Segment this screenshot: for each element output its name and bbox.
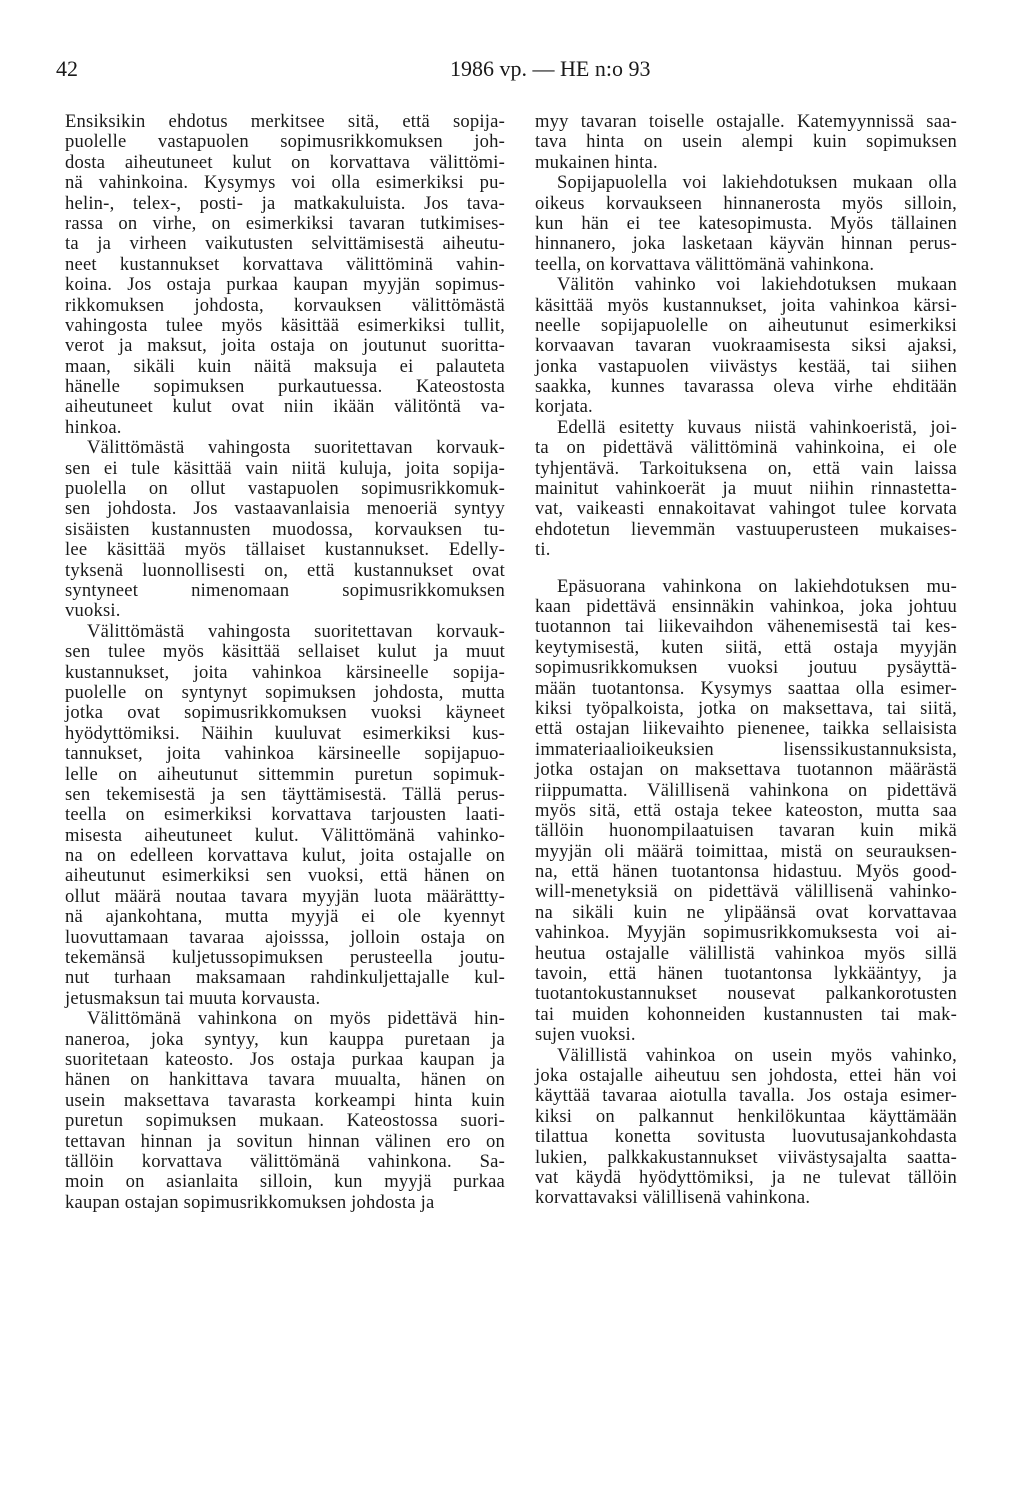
text-line: riippumatta. Välillisenä vahinkona on pidettävä — [535, 779, 957, 801]
text-line: puolelle vastapuolen sopimusrikkomuksen joh- — [65, 131, 505, 153]
text-line: naneroa, joka syntyy, kun kauppa puretaan ja — [65, 1028, 505, 1050]
text-line: sisäisten kustannusten muodossa, korvauksen tu- — [65, 518, 505, 540]
text-line: jetusmaksun tai muuta korvausta. — [65, 987, 321, 1009]
text-line: vuoksi. — [65, 600, 121, 622]
text-line: immateriaalioikeuksien lisenssikustannuksista, — [535, 738, 957, 760]
paragraph — [535, 275, 957, 418]
text-line: Sopijapuolella voi lakiehdotuksen mukaan olla — [557, 172, 957, 194]
text-line: na sikäli kuin ne ylipäänsä ovat korvattavaa — [535, 901, 957, 923]
page-number: 42 — [56, 56, 78, 81]
text-line: na on edelleen korvattava kulut, joita ostajalle on — [65, 845, 505, 867]
page-header — [56, 56, 968, 88]
text-line: saakka, kunnes tavarassa oleva virhe ehditään — [535, 376, 957, 398]
text-line: misesta aiheutuneet kulut. Välittömänä vahinko- — [65, 824, 505, 846]
text-line: tettavan hinnan ja sovitun hinnan välinen ero on — [65, 1130, 505, 1152]
text-line: nut turhaan maksamaan rahdinkuljettajalle kul- — [65, 967, 505, 989]
text-line: maan, sikäli kuin näitä maksuja ei palauteta — [65, 355, 505, 377]
text-line: heutua ostajalle välillistä vahinkoa myös sillä — [535, 942, 957, 964]
text-line: tällöin korvattava välittömänä vahinkona. Sa- — [65, 1150, 505, 1172]
text-line: kiksi on palkannut henkilökuntaa käyttämään — [535, 1105, 957, 1127]
text-line: käsittää myös kustannukset, joita vahinkoa kärsi- — [535, 294, 957, 316]
text-line: nä vahinkoina. Kysymys voi olla esimerkiksi pu- — [65, 172, 505, 194]
text-line: aiheutuneet kulut ovat niin ikään välitöntä va- — [65, 396, 505, 418]
paragraph — [535, 418, 957, 561]
text-line: keytymisestä, kuten siitä, että ostaja myyjän — [535, 636, 957, 658]
text-line: teella, on korvattava välittömänä vahinkona. — [535, 253, 875, 275]
text-line: helin-, telex-, posti- ja matkakuluista. Jos tava- — [65, 192, 505, 214]
text-line: kaan pidettävä ensinnäkin vahinkoa, joka johtuu — [535, 595, 957, 617]
text-line: vat käydä hyödyttömiksi, ja ne tulevat tällöin — [535, 1166, 957, 1188]
text-line: hänelle sopimuksen purkautuessa. Kateostosta — [65, 376, 505, 398]
text-line: puolella on ollut vastapuolen sopimusrikkomuk- — [65, 478, 505, 500]
paragraph — [65, 1009, 505, 1213]
text-line: hänen on hankittava tavara muualta, hänen on — [65, 1069, 505, 1091]
text-line: käyttää tavaraa aiotulla tavalla. Jos ostaja esimer- — [535, 1085, 957, 1107]
text-line: ti. — [535, 539, 551, 561]
text-line: jotka ovat sopimusrikkomuksen vuoksi käyneet — [65, 702, 505, 724]
text-line: vahinkoa. Myyjän sopimusrikkomuksesta voi ai- — [535, 922, 957, 944]
text-line: mainitut vahinkoerät ja muut niihin rinnastetta- — [535, 478, 957, 500]
left-column — [65, 112, 505, 1213]
text-line: tyhjentävä. Tarkoituksena on, että vain laissa — [535, 457, 957, 479]
text-line: verot ja maksut, joita ostaja on joutunut suoritta- — [65, 335, 505, 357]
text-line: neelle sopijapuolelle on aiheutunut esimerkiksi — [535, 314, 957, 336]
text-line: neet kustannukset korvattava välittöminä vahin- — [65, 253, 505, 275]
text-line: Välittömänä vahinkona on myös pidettävä hin- — [87, 1008, 505, 1030]
text-line: vat, vaikeasti ennakoitavat vahingot tulee korvata — [535, 498, 957, 520]
text-line: puolelle on syntynyt sopimuksen johdosta, mutta — [65, 681, 505, 703]
text-line: ehdotetun lievemmän vastuuperusteen mukaises- — [535, 518, 957, 540]
text-line: hinkoa. — [65, 416, 122, 438]
text-line: hyödyttömiksi. Näihin kuuluvat esimerkiksi kus- — [65, 722, 505, 744]
text-line: syntyneet nimenomaan sopimusrikkomuksen — [65, 579, 505, 601]
paragraph-gap — [535, 561, 957, 577]
text-line: kaupan ostajan sopimusrikkomuksen johdosta ja — [65, 1191, 435, 1213]
text-line: myy tavaran toiselle ostajalle. Katemyynnissä saa- — [535, 111, 957, 132]
text-line: nä ajankohtana, mutta myyjä ei ole kyennyt — [65, 906, 505, 928]
paragraph — [65, 112, 505, 438]
paragraph — [535, 577, 957, 1046]
running-head: 1986 vp. — HE n:o 93 — [450, 56, 651, 81]
text-line: sujen vuoksi. — [535, 1024, 636, 1046]
text-line: myyjän oli määrä toimittaa, mistä on seurauksen- — [535, 840, 957, 862]
text-line: tällöin huonompilaatuisen tavaran kuin mikä — [535, 820, 957, 842]
text-line: Välillistä vahinkoa on usein myös vahinko, — [557, 1044, 957, 1066]
text-line: na, että hänen tuotantonsa hidastuu. Myös good- — [535, 861, 957, 883]
text-line: Edellä esitetty kuvaus niistä vahinkoeristä, joi- — [557, 416, 957, 438]
text-line: oikeus korvaukseen hinnanerosta myös silloin, — [535, 192, 957, 214]
text-line: tavoin, että hänen tuotantonsa lykkääntyy, ja — [535, 963, 957, 985]
text-line: tekemänsä kuljetussopimuksen perusteella joutu- — [65, 947, 505, 969]
text-line: Välittömästä vahingosta suoritettavan korvauk- — [87, 437, 505, 459]
text-line: korjata. — [535, 396, 593, 418]
text-line: tannukset, joita vahinkoa kärsineelle sopijapuo- — [65, 743, 505, 765]
text-line: will-menetyksiä on pidettävä välillisenä vahinko- — [535, 881, 957, 903]
paragraph — [535, 173, 957, 275]
text-line: lee käsittää myös tällaiset kustannukset. Edelly- — [65, 539, 505, 561]
text-line: joka ostajalle aiheutuu sen johdosta, ettei hän voi — [535, 1064, 957, 1086]
text-line: usein maksettava tavarasta korkeampi hinta kuin — [65, 1089, 505, 1111]
text-line: Epäsuorana vahinkona on lakiehdotuksen mu- — [557, 575, 957, 597]
paragraph — [65, 622, 505, 1009]
text-line: vahingosta tulee myös käsittää esimerkiksi tullit, — [65, 314, 505, 336]
text-line: suoritetaan kateosto. Jos ostaja purkaa kaupan ja — [65, 1048, 505, 1070]
text-line: sopimusrikkomuksen vuoksi joutuu pysäyttä- — [535, 657, 957, 679]
text-line: Välittömästä vahingosta suoritettavan korvauk- — [87, 620, 505, 642]
text-line: mään tuotantonsa. Kysymys saattaa olla esimer- — [535, 677, 957, 699]
text-line: että ostajan liikevaihto pienenee, taikka sellaisista — [535, 718, 957, 740]
paragraph — [65, 438, 505, 622]
paragraph — [535, 1046, 957, 1209]
text-line: teella on esimerkiksi korvattava tarjousten laati- — [65, 804, 505, 826]
text-line: korvaavan tavaran vuokraamisesta siksi ajaksi, — [535, 335, 957, 357]
text-line: myös sitä, että ostaja tekee kateoston, mutta saa — [535, 799, 957, 821]
text-line: rikkomuksen johdosta, korvauksen välittömästä — [65, 294, 505, 316]
text-line: lelle on aiheutunut sittemmin puretun sopimuk- — [65, 763, 505, 785]
text-line: tuotannon tai liikevaihdon vähenemisestä tai kes- — [535, 616, 957, 638]
text-line: ta on pidettävä välittöminä vahinkoina, ei ole — [535, 437, 957, 459]
text-line: koina. Jos ostaja purkaa kaupan myyjän sopimus- — [65, 274, 505, 296]
text-line: tilattua konetta sovitusta luovutusajankohdasta — [535, 1126, 957, 1148]
text-line: Ensiksikin ehdotus merkitsee sitä, että sopija- — [65, 111, 505, 132]
text-line: rassa on virhe, on esimerkiksi tavaran tutkimises- — [65, 212, 505, 234]
text-line: sen ei tule käsittää vain niitä kuluja, joita sopija- — [65, 457, 505, 479]
right-column — [535, 112, 957, 1209]
text-line: sen johdosta. Jos vastaavanlaisia menoeriä syntyy — [65, 498, 505, 520]
text-line: tava hinta on usein alempi kuin sopimuksen — [535, 131, 957, 153]
text-line: ta ja virheen vaikutusten selvittämisestä aiheutu- — [65, 233, 505, 255]
text-line: aiheutunut esimerkiksi sen vuoksi, että hänen on — [65, 865, 505, 887]
text-line: mukainen hinta. — [535, 151, 658, 173]
text-line: moin on asianlaita silloin, kun myyjä purkaa — [65, 1171, 505, 1193]
text-line: luovuttamaan tavaraa ajoisssa, jolloin ostaja on — [65, 926, 505, 948]
text-line: tuotantokustannukset nousevat palkankorotusten — [535, 983, 957, 1005]
text-line: kun hän ei tee katesopimusta. Myös tällainen — [535, 212, 957, 234]
text-line: lukien, palkkakustannukset viivästysajalta saatta- — [535, 1146, 957, 1168]
text-line: dosta aiheutuneet kulut on korvattava välittömi- — [65, 151, 505, 173]
text-line: kiksi työpalkoista, jotka on maksettava, tai siitä, — [535, 697, 957, 719]
text-line: hinnanero, joka lasketaan käyvän hinnan perus- — [535, 233, 957, 255]
text-line: puretun sopimuksen mukaan. Kateostossa suori- — [65, 1110, 505, 1132]
text-line: jonka vastapuolen viivästys kestää, tai siihen — [535, 355, 957, 377]
text-line: tyksenä luonnollisesti on, että kustannukset ovat — [65, 559, 505, 581]
text-line: tai muiden kohonneiden kustannusten tai mak- — [535, 1003, 957, 1025]
text-line: ollut määrä noutaa tavara myyjän luota määrättty- — [65, 885, 505, 907]
text-line: Välitön vahinko voi lakiehdotuksen mukaan — [557, 274, 957, 296]
text-line: jotka ostajan on maksettava tuotannon määrästä — [535, 759, 957, 781]
text-line: kustannukset, joita vahinkoa kärsineelle sopija- — [65, 661, 505, 683]
text-line: korvattavaksi välillisenä vahinkona. — [535, 1187, 811, 1209]
paragraph — [535, 112, 957, 173]
text-line: sen tulee myös käsittää sellaiset kulut ja muut — [65, 641, 505, 663]
text-line: sen tekemisestä ja sen täyttämisestä. Tällä perus- — [65, 783, 505, 805]
